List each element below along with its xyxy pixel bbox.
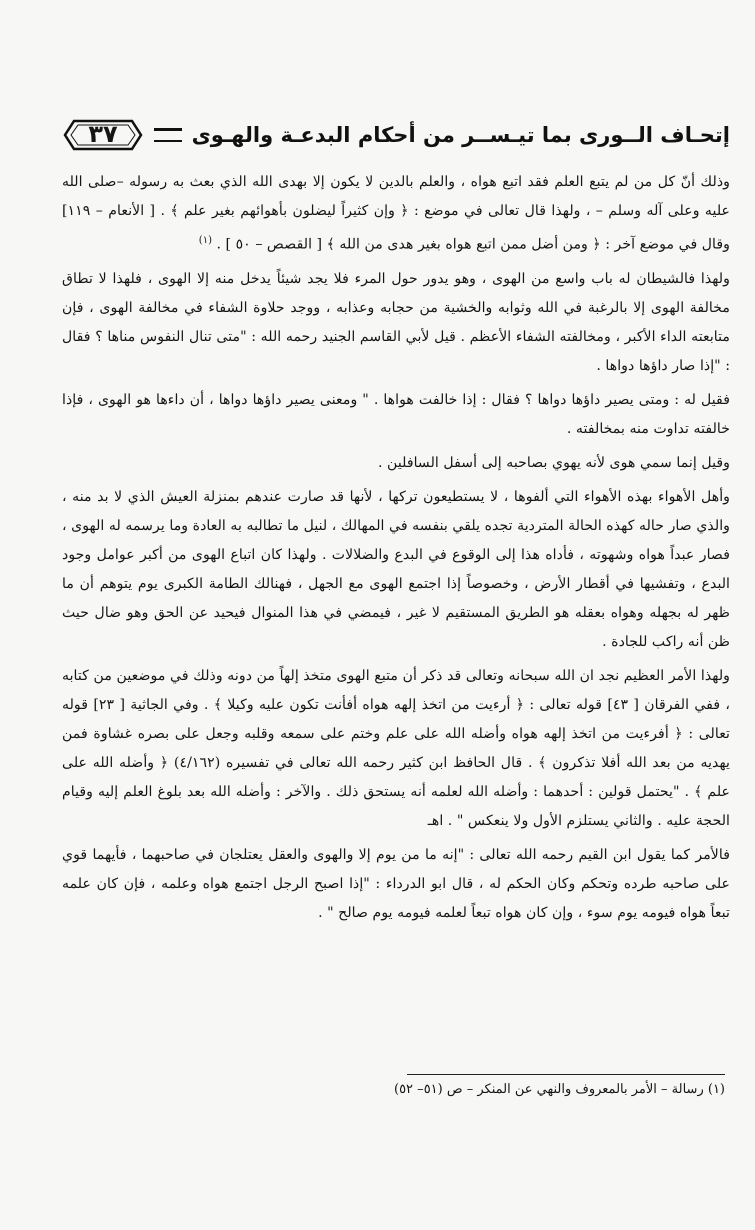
page-number-frame [62,117,144,153]
page-header [62,112,730,158]
header-rule [154,128,182,142]
running-title: إتحـاف الــورى بما تيـســر من أحكام البدعـة والهـوى [191,123,730,147]
paragraph [62,168,730,260]
paragraph-text: وذلك أنّ كل من لم يتبع العلم فقد اتبع هواه ، والعلم بالدين لا يكون إلا بهدى الله الذي بعث به رسوله –صلى الله عليه وعلى آله وسلم – ، ولهذا قال تعالى في موضع : ﴿ وإن كثيراً ليضلون بأهوائهم بغير علم ﴾ . [ الأنعام – ١١٩] وقال في موضع آخر : ﴿ ومن أضل ممن اتبع هواه بغير هدى من الله ﴾ [ القصص – ٥٠ ] . [62,174,730,253]
paragraph: فالأمر كما يقول ابن القيم رحمه الله تعالى : "إنه ما من يوم إلا والهوى والعقل يعتلجان في صاحبهما ، فأيهما قوي على صاحبه طرده وتحكم وكان الحكم له ، قال ابو الدرداء : "إذا اصبح الرجل اجتمع هواه وعلمه ، فإن كان علمه تبعاً هواه فيومه يوم سوء ، وإن كان هواه تبعاً لعلمه فيومه يوم صالح " . [62,846,730,921]
paragraph: ولهذا فالشيطان له باب واسع من الهوى ، وهو يدور حول المرء فلا يجد شيئاً يدخل منه إلا الهوى ، فلهذا لا تطاق مخالفة الهوى إلا بالرغبة في الله وثوابه والخشية من حجابه وعذابه ، ووجد حلاوة الشفاء في مخالفة الهوى ، فإن متابعته الداء الأكبر ، ومخالفته الشفاء الأعظم . قيل لأبي القاسم الجنيد رحمه الله : "متى تنال النفوس مناها ؟ فقال : "إذا صار داؤها دواها . [62,270,730,374]
footnote: (١) رسالة – الأمر بالمعروف والنهي عن المنكر – ص (٥١– ٥٢) [394,1082,725,1097]
footnote-divider [407,1074,725,1075]
paragraph: وقيل إنما سمي هوى لأنه يهوي بصاحبه إلى أسفل السافلين . [378,454,730,471]
page-number: ٣٧ [88,120,118,148]
footnote-marker: (١) [198,235,212,246]
paragraph: ولهذا الأمر العظيم نجد ان الله سبحانه وتعالى قد ذكر أن متبع الهوى متخذ إلهاً من دونه وذلك في موضعين من كتابه ، ففي الفرقان [ ٤٣] قوله تعالى : ﴿ أرءيت من اتخذ إلهه هواه أفأنت تكون عليه وكيلا ﴾ . وفي الجاثية [ ٢٣] قوله تعالى : ﴿ أفرءيت من اتخذ إلهه هواه وأضله الله على علم وختم على سمعه وقلبه وجعل على بصره غشاوة فمن يهديه من بعد الله أفلا تذكرون ﴾ . قال الحافظ ابن كثير رحمه الله تعالى في تفسيره (٤/١٦٢) ﴿ وأضله الله على علم ﴾ . "يحتمل قولين : أحدهما : وأضله الله لعلمه أنه يستحق ذلك . والآخر : وأضله الله بعد بلوغ العلم إليه وقيام الحجة عليه . والثاني يستلزم الأول ولا ينعكس " . اهـ [62,667,730,829]
main-text [62,168,730,933]
paragraph: وأهل الأهواء بهذه الأهواء التي ألفوها ، لا يستطيعون تركها ، لأنها قد صارت عندهم بمنزلة العيش الذي لا بد منه ، والذي صار حاله كهذه الحالة المتردية تجده يلقي بنفسه في المهالك ، لنيل ما تطالبه به العادة وما يرسمه له الهوى ، فصار عبداً هواه وشهوته ، فأداه هذا إلى الوقوع في البدع والضلالات . ولهذا كان اتباع الهوى من أكبر عوامل وجود البدع ، وتفشيها في أقطار الأرض ، وخصوصاً إذا اجتمع الهوى مع الجهل ، فهنالك الطامة الكبرى يوم يتوهم أن ما ظهر له بجهله وهواه بعقله هو الطريق المستقيم لا غير ، فيمضي في هذا المنوال فيحيد عن الحق وهو ضال حيث ظن أنه راكب للجادة . [62,488,730,650]
paragraph: فقيل له : ومتى يصير داؤها دواها ؟ فقال : إذا خالفت هواها . " ومعنى يصير داؤها دواها ، أن داءها هو الهوى ، فإذا خالفته تداوت منه بمخالفته . [62,391,730,437]
